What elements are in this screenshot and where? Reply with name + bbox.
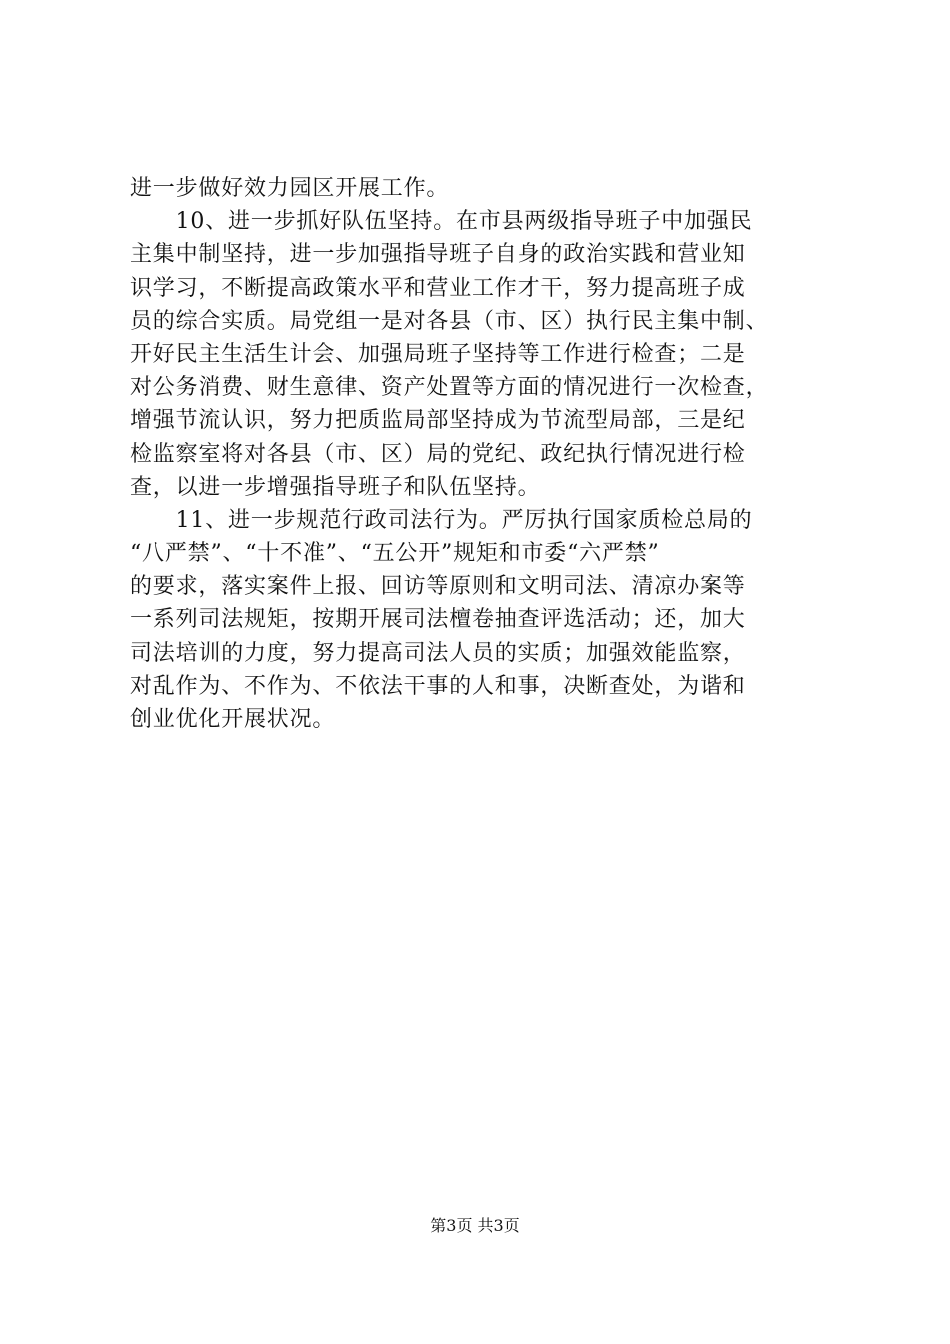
page-footer: [0, 1214, 950, 1238]
text-line: 10、进一步抓好队伍坚持。在市县两级指导班子中加强民: [130, 209, 753, 235]
document-body: [130, 172, 830, 736]
page-number: 第3页 共3页: [430, 1216, 520, 1235]
text-line: 对公务消费、财生意律、资产处置等方面的情况进行一次检查，: [130, 375, 769, 401]
text-line: 查，以进一步增强指导班子和队伍坚持。: [130, 474, 541, 500]
text-line: 11、进一步规范行政司法行为。严厉执行国家质检总局的: [130, 507, 753, 533]
text-line: 司法培训的力度，努力提高司法人员的实质；加强效能监察，: [130, 640, 746, 666]
text-line: 主集中制坚持，进一步加强指导班子自身的政治实践和营业知: [130, 242, 746, 268]
text-line: “八严禁”、“十不准”、“五公开”规矩和市委“六严禁”: [130, 541, 660, 567]
text-line: 增强节流认识，努力把质监局部坚持成为节流型局部，三是纪: [130, 408, 746, 434]
text-line: 一系列司法规矩，按期开展司法檀卷抽查评选活动；还，加大: [130, 607, 746, 633]
text-line: 的要求，落实案件上报、回访等原则和文明司法、清凉办案等: [130, 574, 746, 600]
text-line: 对乱作为、不作为、不依法干事的人和事，决断查处，为谐和: [130, 673, 746, 699]
text-line: 检监察室将对各县（市、区）局的党纪、政纪执行情况进行检: [130, 441, 746, 467]
text-line: 识学习，不断提高政策水平和营业工作才干，努力提高班子成: [130, 275, 746, 301]
text-line: 创业优化开展状况。: [130, 707, 336, 732]
text-line: 开好民主生活生计会、加强局班子坚持等工作进行检查；二是: [130, 341, 746, 367]
text-line: 员的综合实质。局党组一是对各县（市、区）执行民主集中制、: [130, 308, 769, 334]
text-line: 进一步做好效力园区开展工作。: [130, 176, 450, 201]
